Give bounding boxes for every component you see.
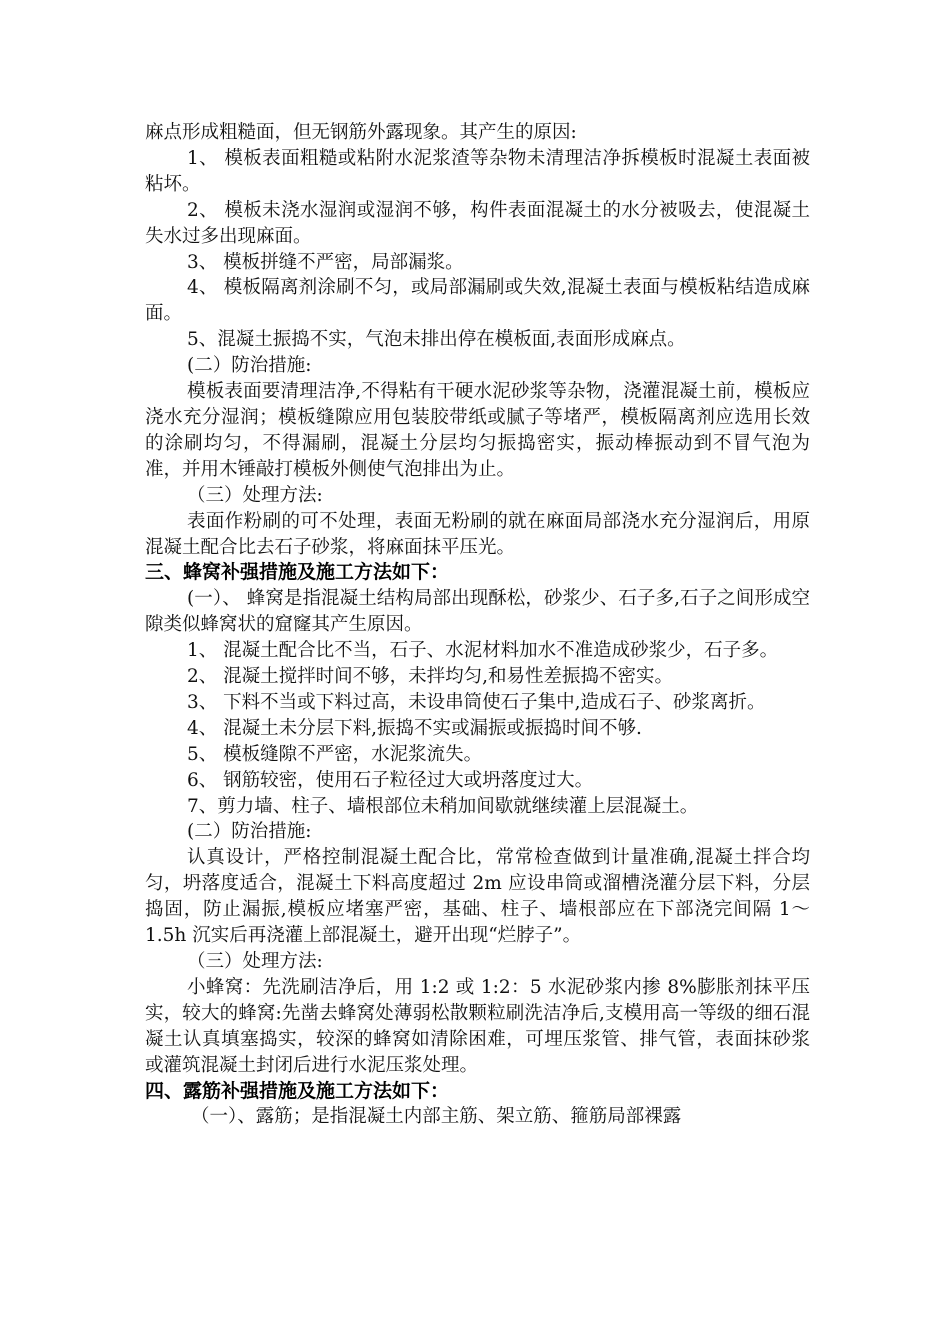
list-item-honeycomb-cause-1: 1、 混凝土配合比不当，石子、水泥材料加水不准造成砂浆少，石子多。 [187, 640, 779, 662]
section-heading-exposed-rebar: 四、露筋补强措施及施工方法如下： [145, 1079, 450, 1102]
list-item-honeycomb-cause-6: 6、 钢筋较密，使用石子粒径过大或坍落度过大。 [187, 769, 594, 791]
subheading-treatment: （三）处理方法: [187, 484, 323, 506]
subheading-honeycomb-treatment: （三）处理方法: [187, 951, 323, 972]
paragraph-honeycomb-prevention: 认真设计，严格控制混凝土配合比，常常检查做到计量准确,混凝土拌合均匀，坍落度适合，混凝土下料高度超过 2m 应设串筒或溜槽浇灌分层下料，分层捣固，防止漏振,模板应堵塞严密，基础、柱子、墙根部应在下部浇完间隔 1～1.5h 沉实后再浇灌上部混凝土，避开出现“烂脖子”。 [145, 847, 810, 947]
list-item-cause-3: 3、 模板拼缝不严密，局部漏浆。 [187, 251, 464, 273]
list-item-cause-5: 5、混凝土振捣不实，气泡未排出停在模板面,表面形成麻点。 [187, 329, 686, 351]
paragraph-exposed-rebar-definition: （一）、露筋；是指混凝土内部主筋、架立筋、箍筋局部裸露 [191, 1106, 682, 1128]
list-item-honeycomb-cause-4: 4、 混凝土未分层下料,振捣不实或漏振或振捣时间不够. [187, 717, 642, 739]
document-page [145, 120, 810, 1130]
list-item-honeycomb-cause-5: 5、 模板缝隙不严密，水泥浆流失。 [187, 743, 483, 765]
paragraph-causes-intro: 麻点形成粗糙面，但无钢筋外露现象。其产生的原因: [145, 122, 577, 143]
paragraph-honeycomb-treatment: 小蜂窝：先洗刷洁净后，用 1:2 或 1:2：5 水泥砂浆内掺 8%膨胀剂抹平压实，较大的蜂窝:先凿去蜂窝处薄弱松散颗粒刷洗洁净后,支模用高一等级的细石混凝土认真填塞捣实，较深的蜂窝如清除困难，可埋压浆管、排气管，表面抹砂浆或灌筑混凝土封闭后进行水泥压浆处理。 [145, 976, 810, 1076]
list-item-cause-4: 4、 模板隔离剂涂刷不匀，或局部漏刷或失效,混凝土表面与模板粘结造成麻面。 [145, 277, 810, 325]
subheading-honeycomb-prevention: (二）防治措施: [187, 821, 312, 843]
paragraph-prevention: 模板表面要清理洁净,不得粘有干硬水泥砂浆等杂物，浇灌混凝土前，模板应浇水充分湿润；模板缝隙应用包装胶带纸或腻子等堵严，模板隔离剂应选用长效的涂刷均匀，不得漏刷，混凝土分层均匀振捣密实，振动棒振动到不冒气泡为准，并用木锤敲打模板外侧使气泡排出为止。 [145, 381, 810, 480]
list-item-cause-1: 1、 模板表面粗糙或粘附水泥浆渣等杂物未清理洁净拆模板时混凝土表面被粘坏。 [145, 147, 810, 195]
list-item-honeycomb-cause-2: 2、 混凝土搅拌时间不够，未拌均匀,和易性差振捣不密实。 [187, 666, 674, 688]
paragraph-treatment: 表面作粉刷的可不处理，表面无粉刷的就在麻面局部浇水充分湿润后，用原混凝土配合比去石子砂浆，将麻面抹平压光。 [145, 510, 810, 558]
list-item-honeycomb-cause-3: 3、 下料不当或下料过高，未设串筒使石子集中,造成石子、砂浆离折。 [187, 691, 766, 713]
list-item-honeycomb-cause-7: 7、剪力墙、柱子、墙根部位未稍加间歇就继续灌上层混凝土。 [187, 795, 699, 817]
section-heading-honeycomb: 三、蜂窝补强措施及施工方法如下： [145, 561, 450, 584]
subheading-prevention: (二）防治措施: [187, 355, 312, 377]
list-item-cause-2: 2、 模板未浇水湿润或湿润不够，构件表面混凝土的水分被吸去，使混凝土失水过多出现麻面。 [145, 199, 810, 247]
paragraph-honeycomb-definition: (一）、 蜂窝是指混凝土结构局部出现酥松，砂浆少、石子多,石子之间形成空隙类似蜂窝状的窟窿其产生原因。 [145, 588, 810, 636]
